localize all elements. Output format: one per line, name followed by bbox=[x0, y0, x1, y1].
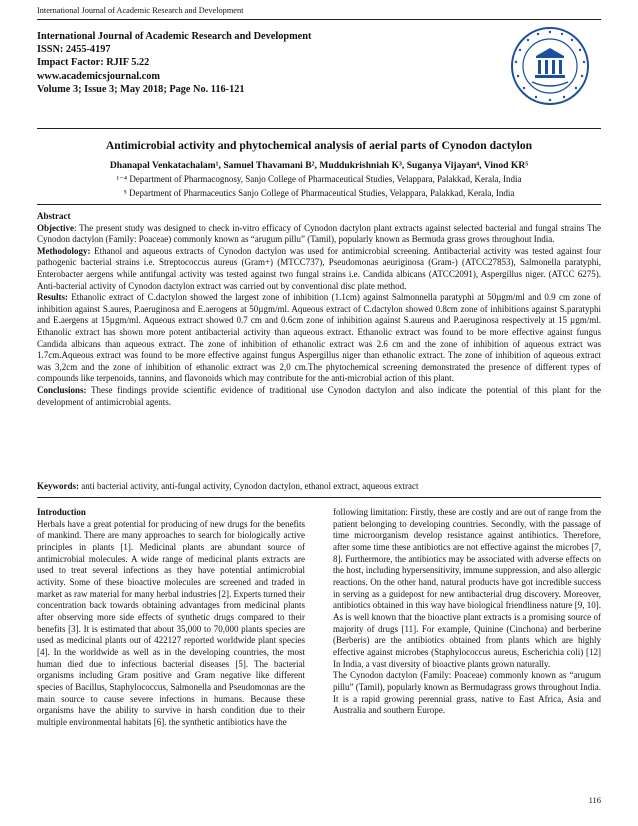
body-column-left bbox=[37, 507, 305, 728]
abstract-methodology: Methodology: Ethanol and aqueous extracts of Cynodon dactylon was used for antimicrobial screening. Antibacterial activity was tested against four pathogenic bacterial strains i.e. Streptococcus aureus (Gram+) (MTCC737), Pseudomonas aeuriginosa (Gram-) (ATCC27853), Salmonella paratyphi, Enterobacter aergens while antifungal activity was tested against two fungal strains i.e. Candida albicans (ATCC2091), Aspergillus niger. (ATCC 6275). Anti-bacterial activity of Cynodon dactylon extract was carried out by conventional disc plate method. bbox=[37, 245, 601, 291]
intro-paragraph: Herbals have a great potential for producing of new drugs for the benefits of mankind. There are many approaches to search for biologically active principles in plants [1]. Medicinal plants are abundant source of antimicrobial molecules. A wide range of medicinal plants extracts are used to treat several infections as they have potential antimicrobial activity. Some of these bioactive molecules are screened and traded in market as raw material for many herbal industries [2]. Experts turned their concentration back towards obtaining advantages from medicinal plants after observing more side effects of synthetic drugs compared to their benefits [3]. It is estimated that about 35,000 to 70,000 plants species are used as medicinal plants out of 422127 reported worldwide plant species [4]. In the worldwide as well as in the developing countries, the most human died due to infectious bacterial diseases [5]. The bacterial organisms including Gram positive and Gram negative like different species of Bacillus, Staphylococcus, Salmonella and Pseudomonas are the main source to cause severe infections in humans. Because these organisms have the ability to survive in harsh condition due to their multiple environmental habitats [6]. the synthetic antibiotics have the bbox=[37, 518, 305, 727]
keywords-bottom-rule bbox=[37, 497, 601, 498]
section-heading-introduction: Introduction bbox=[37, 507, 86, 517]
keywords: Keywords: anti bacterial activity, anti-fungal activity, Cynodon dactylon, ethanol extract, aqueous extract bbox=[37, 481, 419, 491]
abstract-top-rule bbox=[37, 204, 601, 205]
body-column-right bbox=[333, 507, 601, 717]
affiliation-1: ¹⁻⁴ Department of Pharmacognosy, Sanjo College of Pharmaceutical Studies, Velappara, Palakkad, Kerala, India bbox=[116, 174, 522, 184]
journal-seal-logo bbox=[510, 26, 590, 106]
abstract bbox=[37, 211, 601, 408]
body-paragraph: following limitation: Firstly, these are costly and are out of range from the patient belonging to developing countries. Secondly, with the passage of time microorganism develop resistance against antibiotics. Therefore, after some time these antibiotics are not effective against the microbes [7, 8]. Furthermore, the antibiotics may be associated with adverse effects on the host, including hypersensitivity, immune suppression, and also allergic reactions. On the other hand, natural products have got incredible success in serving as a guidepost for new antibacterial drug discovery. Moreover, antibiotics obtained in this way have biological friendliness nature [9, 10]. As is well known that the bioactive plant extracts is a promising source of majority of drugs [11]. For example, Quinine (Cinchona) and berberine (Berberis) are the antibiotics obtained from plants which are highly effective against microbes (Staphylococcus aureus, Escherichia coli) [12] In India, a vast diversity of bioactive plants grown naturally. bbox=[333, 507, 601, 669]
journal-name: International Journal of Academic Research and Development bbox=[37, 31, 312, 42]
article-title: Antimicrobial activity and phytochemical analysis of aerial parts of Cynodon dactylon bbox=[105, 139, 533, 152]
body-paragraph: The Cynodon dactylon (Family: Poaceae) commonly known as “arugum pillu” (Tamil), popularly known as Bermudagrass grows throughout India. It is a rapid growing perennial grass, native to East Africa, Asia and Australia and southern Europe. bbox=[333, 670, 601, 716]
abstract-heading: Abstract bbox=[37, 211, 71, 221]
abstract-objective: Objective: The present study was designed to check in-vitro efficacy of Cynodon dactylon plant extracts against selected bacterial and fungal strains The Cynodon dactylon (Family: Poaceae) commonly known as “arugum pillu” (Tamil), popularly known as Bermuda grass grows throughout India. bbox=[37, 222, 601, 245]
journal-info bbox=[37, 30, 311, 96]
journal-issn: ISSN: 2455-4197 bbox=[37, 44, 111, 56]
running-header: International Journal of Academic Research and Development bbox=[37, 6, 244, 15]
affiliation-2: ⁵ Department of Pharmaceutics Sanjo College of Pharmaceutical Studies, Velappara, Palakkad, Kerala, India bbox=[123, 188, 515, 198]
journal-volume: Volume 3; Issue 3; May 2018; Page No. 116-121 bbox=[37, 83, 245, 95]
header-rule bbox=[37, 19, 601, 20]
journal-website[interactable]: www.academicsjournal.com bbox=[37, 70, 160, 82]
abstract-results: Results: Ethanolic extract of C.dactylon showed the largest zone of inhibition (1.1cm) against Salmonnella paratyphi at 50µgm/ml and 0.9 cm zone of inhibition against S.aures, P.aeruginosa and E.aerogens at 50µgm/ml. Aqueous extract of C.dactylon showed 0.8cm zone of inhibitions against S.paratyphi and E.aergens at 15µgm/ml. Aqueous extract showed 0.7 cm and 0.6cm zone of inhibition against S.aureus and P.aeruginosa respectively at 15 µgm/ml. Ethanolic extract has shown more potent antibacterial activity than aqueous extract. Ethanolic extract was found to be more effective against fungus Candida albicans than aqueous extract. The zone of inhibition of ethanolic extract was 2.6 cm and the zone of inhibition of aqueous extract was 1.7cm.Aqueous extract was found to be more effective against fungus Aspergillus niger than ethanolic extract. The zone of inhibition of aqueous extract was 3,2cm and the zone of inhibition of ethanolic extract was 2,0 cm.The phytochemical screening demonstrated the presence of different types of compounds like terpenoids, tannins, and flavonoids which may contribute for the anti-microbial action of this plant. bbox=[37, 292, 601, 384]
page-number: 116 bbox=[588, 795, 601, 805]
abstract-conclusions: Conclusions: These findings provide scientific evidence of traditional use Cynodon dactylon and also indicate the potential of this plant for the development of antimicrobial agents. bbox=[37, 384, 601, 407]
article-authors: Dhanapal Venkatachalam¹, Samuel Thavamani B², Muddukrishniah K³, Suganya Vijayan⁴, Vinod KR⁵ bbox=[109, 160, 529, 171]
journal-impact-factor: Impact Factor: RJIF 5.22 bbox=[37, 57, 150, 69]
header-bottom-rule bbox=[37, 128, 601, 129]
